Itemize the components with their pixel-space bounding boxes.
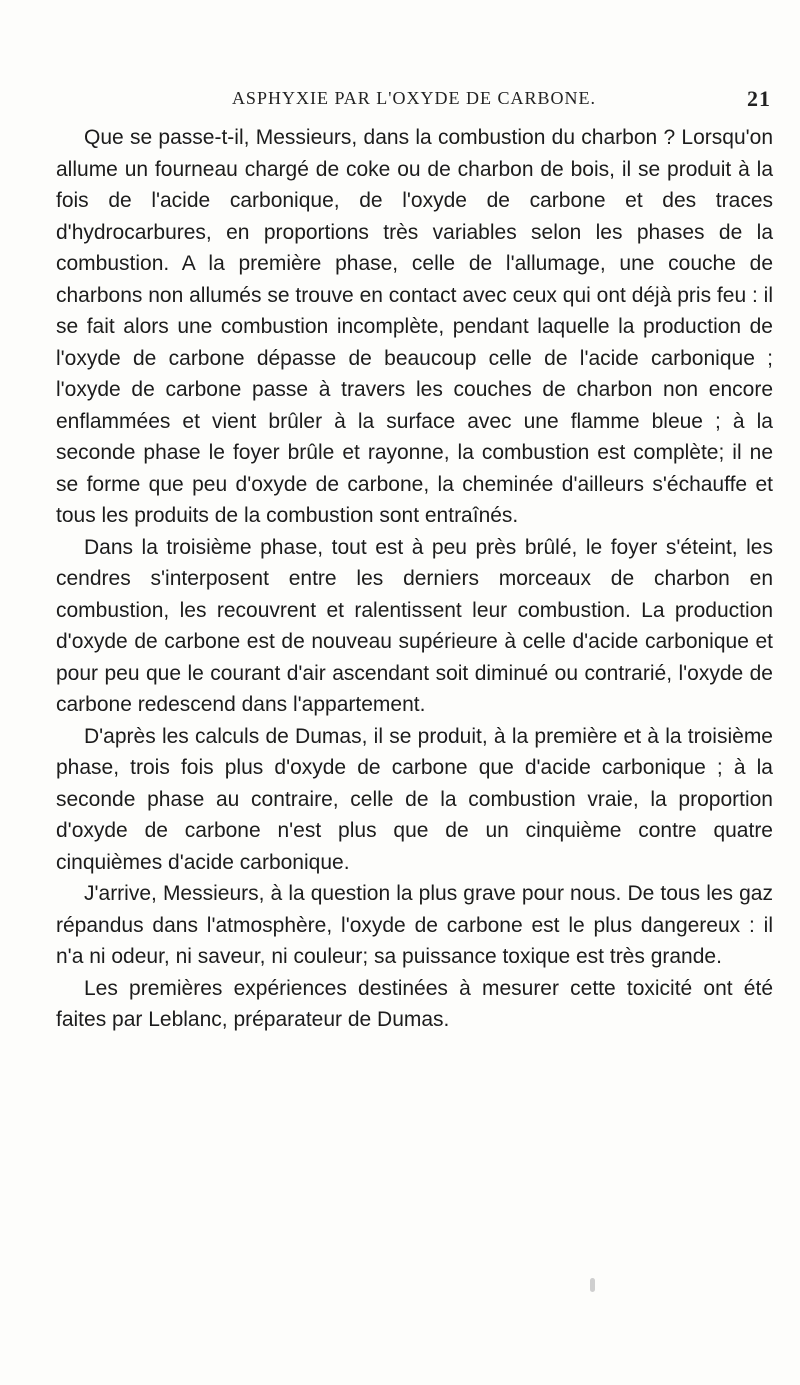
paragraph-leblanc-experiments: Les premières expériences destinées à mesurer cette toxicité ont été faites par Leblanc, préparateur de Dumas. — [56, 976, 773, 1031]
running-head — [55, 88, 773, 114]
paragraph-toxicity-question: J'arrive, Messieurs, à la question la plus grave pour nous. De tous les gaz répandus dans l'atmosphère, l'oxyde de carbone est le plus dangereux : il n'a ni odeur, ni saveur, ni couleur; sa puissance toxique est très grande. — [56, 882, 773, 968]
paragraph-dumas-calculations: D'après les calculs de Dumas, il se produit, à la première et à la troisième phase, trois fois plus d'oxyde de carbone que d'acide carbonique ; à la seconde phase au contraire, celle de la combustion vraie, la proportion d'oxyde de carbone n'est plus que de un cinquième contre quatre cinquièmes d'acide carbonique. — [56, 724, 773, 874]
paragraph-combustion-phases: Que se passe-t-il, Messieurs, dans la combustion du charbon ? Lorsqu'on allume un fourneau chargé de coke ou de charbon de bois, il se produit à la fois de l'acide carbonique, de l'oxyde de carbone et des traces d'hydrocarbures, en proportions très variables selon les phases de la combustion. A la première phase, celle de l'allumage, une couche de charbons non allumés se trouve en contact avec ceux qui ont déjà pris feu : il se fait alors une combustion incomplète, pendant laquelle la production de l'oxyde de carbone dépasse de beaucoup celle de l'acide carbonique ; l'oxyde de carbone passe à travers les couches de charbon non encore enflammées et vient brûler à la surface avec une flamme bleue ; à la seconde phase le foyer brûle et rayonne, la combustion est complète; il ne se forme que peu d'oxyde de carbone, la cheminée d'ailleurs s'échauffe et tous les produits de la combustion sont entraînés. — [56, 126, 773, 527]
body-text — [56, 122, 773, 1036]
paper-speck — [590, 1278, 595, 1292]
running-title: ASPHYXIE PAR L'OXYDE DE CARBONE. — [231, 88, 597, 108]
page-number: 21 — [747, 86, 771, 111]
paragraph-third-phase: Dans la troisième phase, tout est à peu près brûlé, le foyer s'éteint, les cendres s'interposent entre les derniers morceaux de charbon en combustion, les recouvrent et ralentissent leur combustion. La production d'oxyde de carbone est de nouveau supérieure à celle d'acide carbonique et pour peu que le courant d'air ascendant soit diminué ou contrarié, l'oxyde de carbone redescend dans l'appartement. — [56, 535, 773, 716]
